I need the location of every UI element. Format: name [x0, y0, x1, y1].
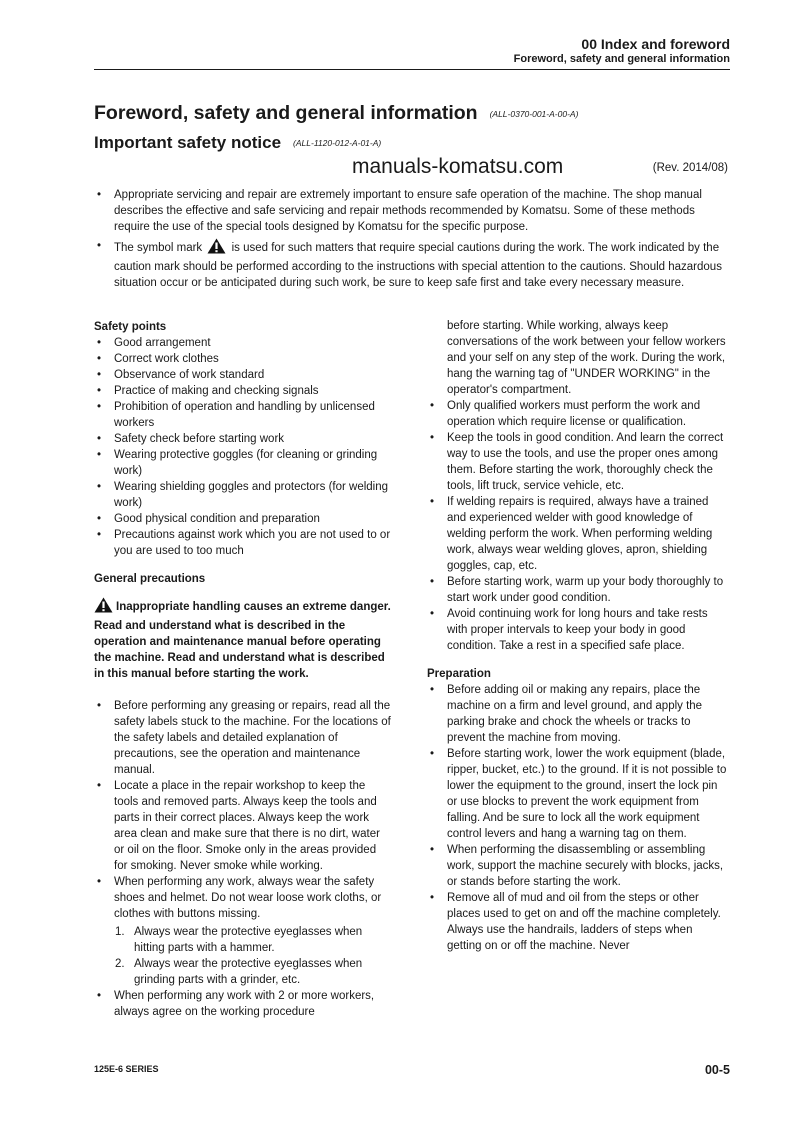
list-item: • Prohibition of operation and handling by unlicensed workers — [94, 399, 392, 431]
intro-paragraph-2 — [94, 238, 728, 291]
list-item: • When performing any work with 2 or more workers, always agree on the working procedure — [94, 988, 392, 1020]
section-title — [94, 133, 381, 153]
warning-triangle-icon — [207, 238, 226, 259]
list-item: • When performing the disassembling or assembling work, support the machine securely with blocks, jacks, or stands before starting the work. — [427, 842, 729, 890]
left-column — [94, 319, 392, 1020]
general-precautions-list — [94, 698, 392, 1020]
item-number: 2. — [115, 958, 125, 970]
list-item: • If welding repairs is required, always have a trained and experienced welder with good knowledge of welding perform the work. When performing welding work, always wear welding gloves, apron, shielding goggles, cap, etc. — [427, 494, 729, 574]
watermark-text: manuals-komatsu.com — [352, 155, 564, 178]
continued-text: before starting. While working, always keep conversations of the work between your fellow workers and your self on any step of the work. During the work, hang the warning tag of "UNDER WORKING" in the operator's compartment. — [447, 320, 726, 396]
list-item: • Before starting work, warm up your body thoroughly to start work under good condition. — [427, 574, 729, 606]
preparation-list — [427, 682, 729, 954]
danger-warning — [94, 597, 392, 682]
list-item: • Remove all of mud and oil from the steps or other places used to get on and off the machine completely. Always use the handrails, ladders of steps when getting on or off the machine. Never — [427, 890, 729, 954]
preparation-heading: Preparation — [427, 668, 491, 680]
item-text: Always wear the protective eyeglasses when hitting parts with a hammer. — [134, 926, 363, 954]
list-item: • Before adding oil or making any repairs, place the machine on a firm and level ground, and apply the parking brake and chock the wheels or tracks to prevent the machine from moving. — [427, 682, 729, 746]
list-item: • Locate a place in the repair workshop to keep the tools and removed parts. Always keep the tools and parts in their correct places. Always keep the work area clean and make sure that there is no dirt, water or oil on the floor. Smoke only in the areas provided for smoking. Never smoke while working. — [94, 778, 392, 874]
list-item: • Before performing any greasing or repairs, read all the safety labels stuck to the machine. For the locations of the safety labels and detailed explanation of precautions, see the operation and maintenance manual. — [94, 698, 392, 778]
list-item: • Observance of work standard — [94, 367, 392, 383]
list-item: • Only qualified workers must perform the work and operation which require license or qualification. — [427, 398, 729, 430]
page-title-code: (ALL-0370-001-A-00-A) — [489, 109, 579, 119]
header-subtitle: Foreword, safety and general information — [513, 53, 730, 65]
numbered-sub-list — [114, 924, 392, 988]
item-number: 1. — [115, 926, 125, 938]
page-title-text: Foreword, safety and general information — [94, 102, 478, 124]
intro-p2-before: The symbol mark — [114, 242, 203, 254]
list-item: • Safety check before starting work — [94, 431, 392, 447]
list-item: • Keep the tools in good condition. And learn the correct way to use the tools, and use the proper ones among them. Before starting the work, thoroughly check the tools, lift truck, service vehicle, etc. — [427, 430, 729, 494]
list-item — [94, 874, 392, 988]
section-title-text: Important safety notice — [94, 133, 282, 152]
numbered-item — [114, 956, 392, 988]
revision-label: (Rev. 2014/08) — [652, 162, 728, 174]
header-divider — [94, 69, 730, 70]
general-precautions-list-continued — [427, 398, 729, 654]
list-item: • Correct work clothes — [94, 351, 392, 367]
right-column — [427, 318, 729, 954]
intro-section — [94, 187, 728, 294]
list-item: • Wearing protective goggles (for cleaning or grinding work) — [94, 447, 392, 479]
general-precautions-heading: General precautions — [94, 573, 206, 585]
warning-triangle-icon — [94, 597, 113, 618]
list-item: • Avoid continuing work for long hours and take rests with proper intervals to keep your body in good condition. Take a rest in a specified safe place. — [427, 606, 729, 654]
list-item: • Good arrangement — [94, 335, 392, 351]
numbered-item — [114, 924, 392, 956]
section-title-code: (ALL-1120-012-A-01-A) — [293, 138, 382, 148]
page-title — [94, 102, 578, 125]
list-item: • Good physical condition and preparation — [94, 511, 392, 527]
list-item: • Wearing shielding goggles and protectors (for welding work) — [94, 479, 392, 511]
header-section-title: 00 Index and foreword — [581, 36, 730, 52]
intro-p2-after: is used for such matters that require special cautions during the work. The work indicated by the caution mark should be performed according to the instructions with special attention to the cautions. Should hazardous situation occur or be anticipated during such work, be sure to keep safe first and take every necessary measure. — [114, 242, 722, 289]
list-item: • Practice of making and checking signals — [94, 383, 392, 399]
list-item: • Before starting work, lower the work equipment (blade, ripper, bucket, etc.) to the ground. If it is not possible to lower the equipment to the ground, insert the lock pin or use blocks to prevent the work equipment from falling. And be sure to lock all the work equipment control levers and hang a warning tag on them. — [427, 746, 729, 842]
footer-series: 125E-6 SERIES — [94, 1064, 159, 1074]
item-text: Always wear the protective eyeglasses when grinding parts with a grinder, etc. — [134, 958, 363, 986]
safety-points-list — [94, 335, 392, 559]
danger-warning-text: Inappropriate handling causes an extreme danger. Read and understand what is described in the operation and maintenance manual before operating the machine. Read and understand what is described in this manual before starting the work. — [94, 601, 391, 680]
footer-page-number: 00-5 — [704, 1063, 730, 1077]
list-item-text: When performing any work, always wear the safety shoes and helmet. Do not wear loose work cloths, or clothes with buttons missing. — [114, 876, 382, 920]
intro-paragraph-1: • Appropriate servicing and repair are extremely important to ensure safe operation of the machine. The shop manual describes the effective and safe servicing and repair methods recommended by Komatsu. Some of these methods require the use of the special tools designed by Komatsu for the specific purpose. — [94, 187, 728, 235]
list-item: • Precautions against work which you are not used to or you are used to too much — [94, 527, 392, 559]
safety-points-heading: Safety points — [94, 321, 167, 333]
